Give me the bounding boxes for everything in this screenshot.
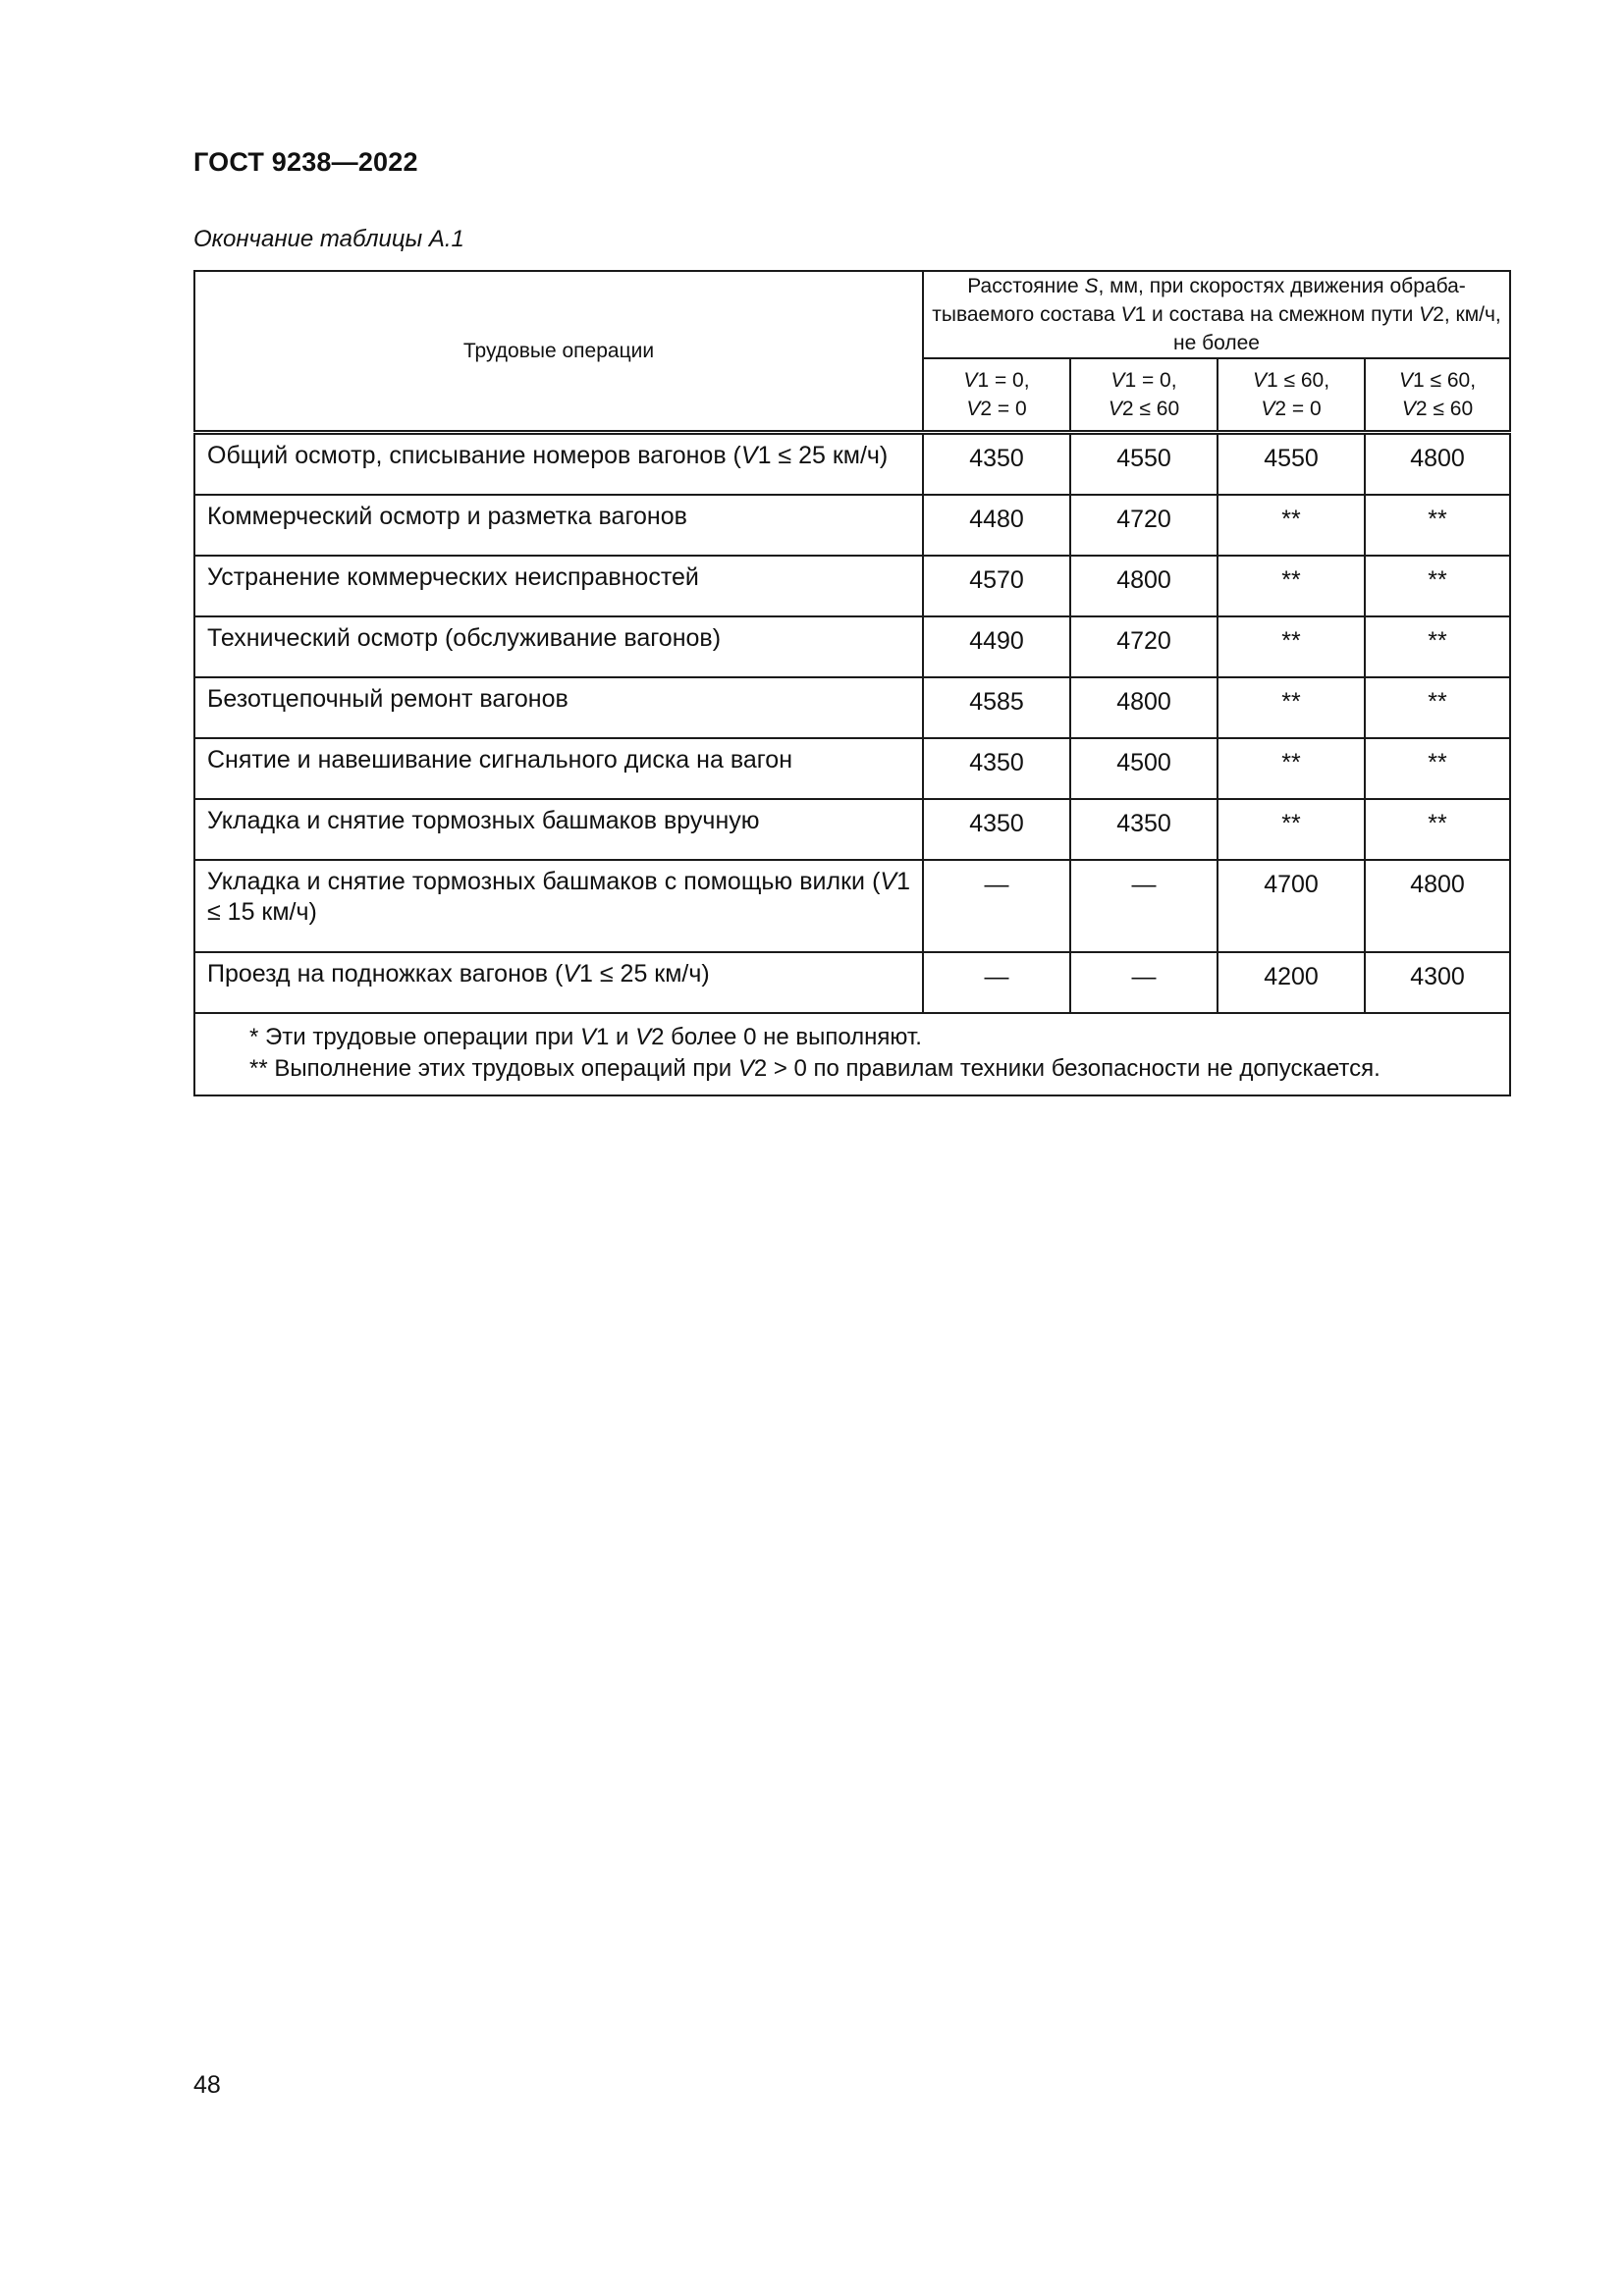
distance-value-cell: 4570 xyxy=(923,556,1070,616)
table-row xyxy=(194,799,1510,860)
table-caption: Окончание таблицы А.1 xyxy=(193,226,464,252)
distance-value-cell: 4350 xyxy=(923,738,1070,799)
distance-value-cell: ** xyxy=(1218,495,1365,556)
distance-value-cell: 4700 xyxy=(1218,860,1365,952)
operation-cell: Технический осмотр (обслуживание вагонов) xyxy=(194,616,923,677)
distance-value-cell: 4800 xyxy=(1070,556,1218,616)
distance-value-cell: ** xyxy=(1365,495,1510,556)
table-row xyxy=(194,433,1510,496)
distance-value-cell: ** xyxy=(1218,556,1365,616)
distance-value-cell: 4490 xyxy=(923,616,1070,677)
distance-value-cell: 4800 xyxy=(1365,860,1510,952)
distance-value-cell: 4350 xyxy=(1070,799,1218,860)
distance-value-cell: — xyxy=(923,952,1070,1013)
page-number: 48 xyxy=(193,2071,221,2099)
distance-value-cell: 4800 xyxy=(1070,677,1218,738)
distance-value-cell: ** xyxy=(1365,556,1510,616)
distance-value-cell: ** xyxy=(1218,677,1365,738)
operation-cell: Общий осмотр, списывание номеров вагонов (V1 ≤ 25 км/ч) xyxy=(194,433,923,496)
notes-row xyxy=(194,1013,1510,1095)
table-footnotes xyxy=(194,1013,1510,1095)
distance-value-cell: — xyxy=(1070,952,1218,1013)
distance-value-cell: 4550 xyxy=(1218,433,1365,496)
operations-header: Трудовые операции xyxy=(194,271,923,433)
document-code: ГОСТ 9238—2022 xyxy=(193,147,418,177)
distance-value-cell: ** xyxy=(1365,616,1510,677)
distance-value-cell: 4585 xyxy=(923,677,1070,738)
operation-cell: Коммерческий осмотр и разметка вагонов xyxy=(194,495,923,556)
distance-value-cell: 4480 xyxy=(923,495,1070,556)
operation-cell: Проезд на подножках вагонов (V1 ≤ 25 км/ч) xyxy=(194,952,923,1013)
distance-value-cell: ** xyxy=(1365,799,1510,860)
distance-value-cell: — xyxy=(923,860,1070,952)
table-row xyxy=(194,952,1510,1013)
operation-cell: Безотцепочный ремонт вагонов xyxy=(194,677,923,738)
footnote: ** Выполнение этих трудовых операций при V2 > 0 по правилам техники безопасности не допускается. xyxy=(249,1055,1380,1082)
distance-group-header: Расстояние S, мм, при скоростях движения обраба-тываемого состава V1 и состава на смежном пути V2, км/ч, не более xyxy=(923,271,1510,358)
speed-subheader: V1 = 0, V2 ≤ 60 xyxy=(1070,358,1218,433)
speed-subheader: V1 ≤ 60, V2 = 0 xyxy=(1218,358,1365,433)
operation-cell: Укладка и снятие тормозных башмаков с помощью вилки (V1 ≤ 15 км/ч) xyxy=(194,860,923,952)
distance-value-cell: 4720 xyxy=(1070,495,1218,556)
table-row xyxy=(194,616,1510,677)
operation-cell: Снятие и навешивание сигнального диска на вагон xyxy=(194,738,923,799)
table-row xyxy=(194,738,1510,799)
distance-value-cell: 4350 xyxy=(923,799,1070,860)
data-table xyxy=(193,270,1511,1096)
table-row xyxy=(194,495,1510,556)
distance-value-cell: — xyxy=(1070,860,1218,952)
table-row xyxy=(194,677,1510,738)
distance-value-cell: ** xyxy=(1218,616,1365,677)
operation-cell: Укладка и снятие тормозных башмаков вручную xyxy=(194,799,923,860)
distance-value-cell: 4350 xyxy=(923,433,1070,496)
distance-value-cell: 4550 xyxy=(1070,433,1218,496)
distance-value-cell: ** xyxy=(1365,677,1510,738)
table-row xyxy=(194,556,1510,616)
footnote: * Эти трудовые операции при V1 и V2 более 0 не выполняют. xyxy=(249,1024,922,1050)
distance-value-cell: ** xyxy=(1218,738,1365,799)
distance-value-cell: 4720 xyxy=(1070,616,1218,677)
distance-value-cell: 4200 xyxy=(1218,952,1365,1013)
distance-value-cell: 4300 xyxy=(1365,952,1510,1013)
distance-value-cell: ** xyxy=(1218,799,1365,860)
distance-value-cell: ** xyxy=(1365,738,1510,799)
distance-value-cell: 4500 xyxy=(1070,738,1218,799)
speed-subheader: V1 ≤ 60, V2 ≤ 60 xyxy=(1365,358,1510,433)
speed-subheader: V1 = 0, V2 = 0 xyxy=(923,358,1070,433)
table-row xyxy=(194,860,1510,952)
operation-cell: Устранение коммерческих неисправностей xyxy=(194,556,923,616)
distance-value-cell: 4800 xyxy=(1365,433,1510,496)
